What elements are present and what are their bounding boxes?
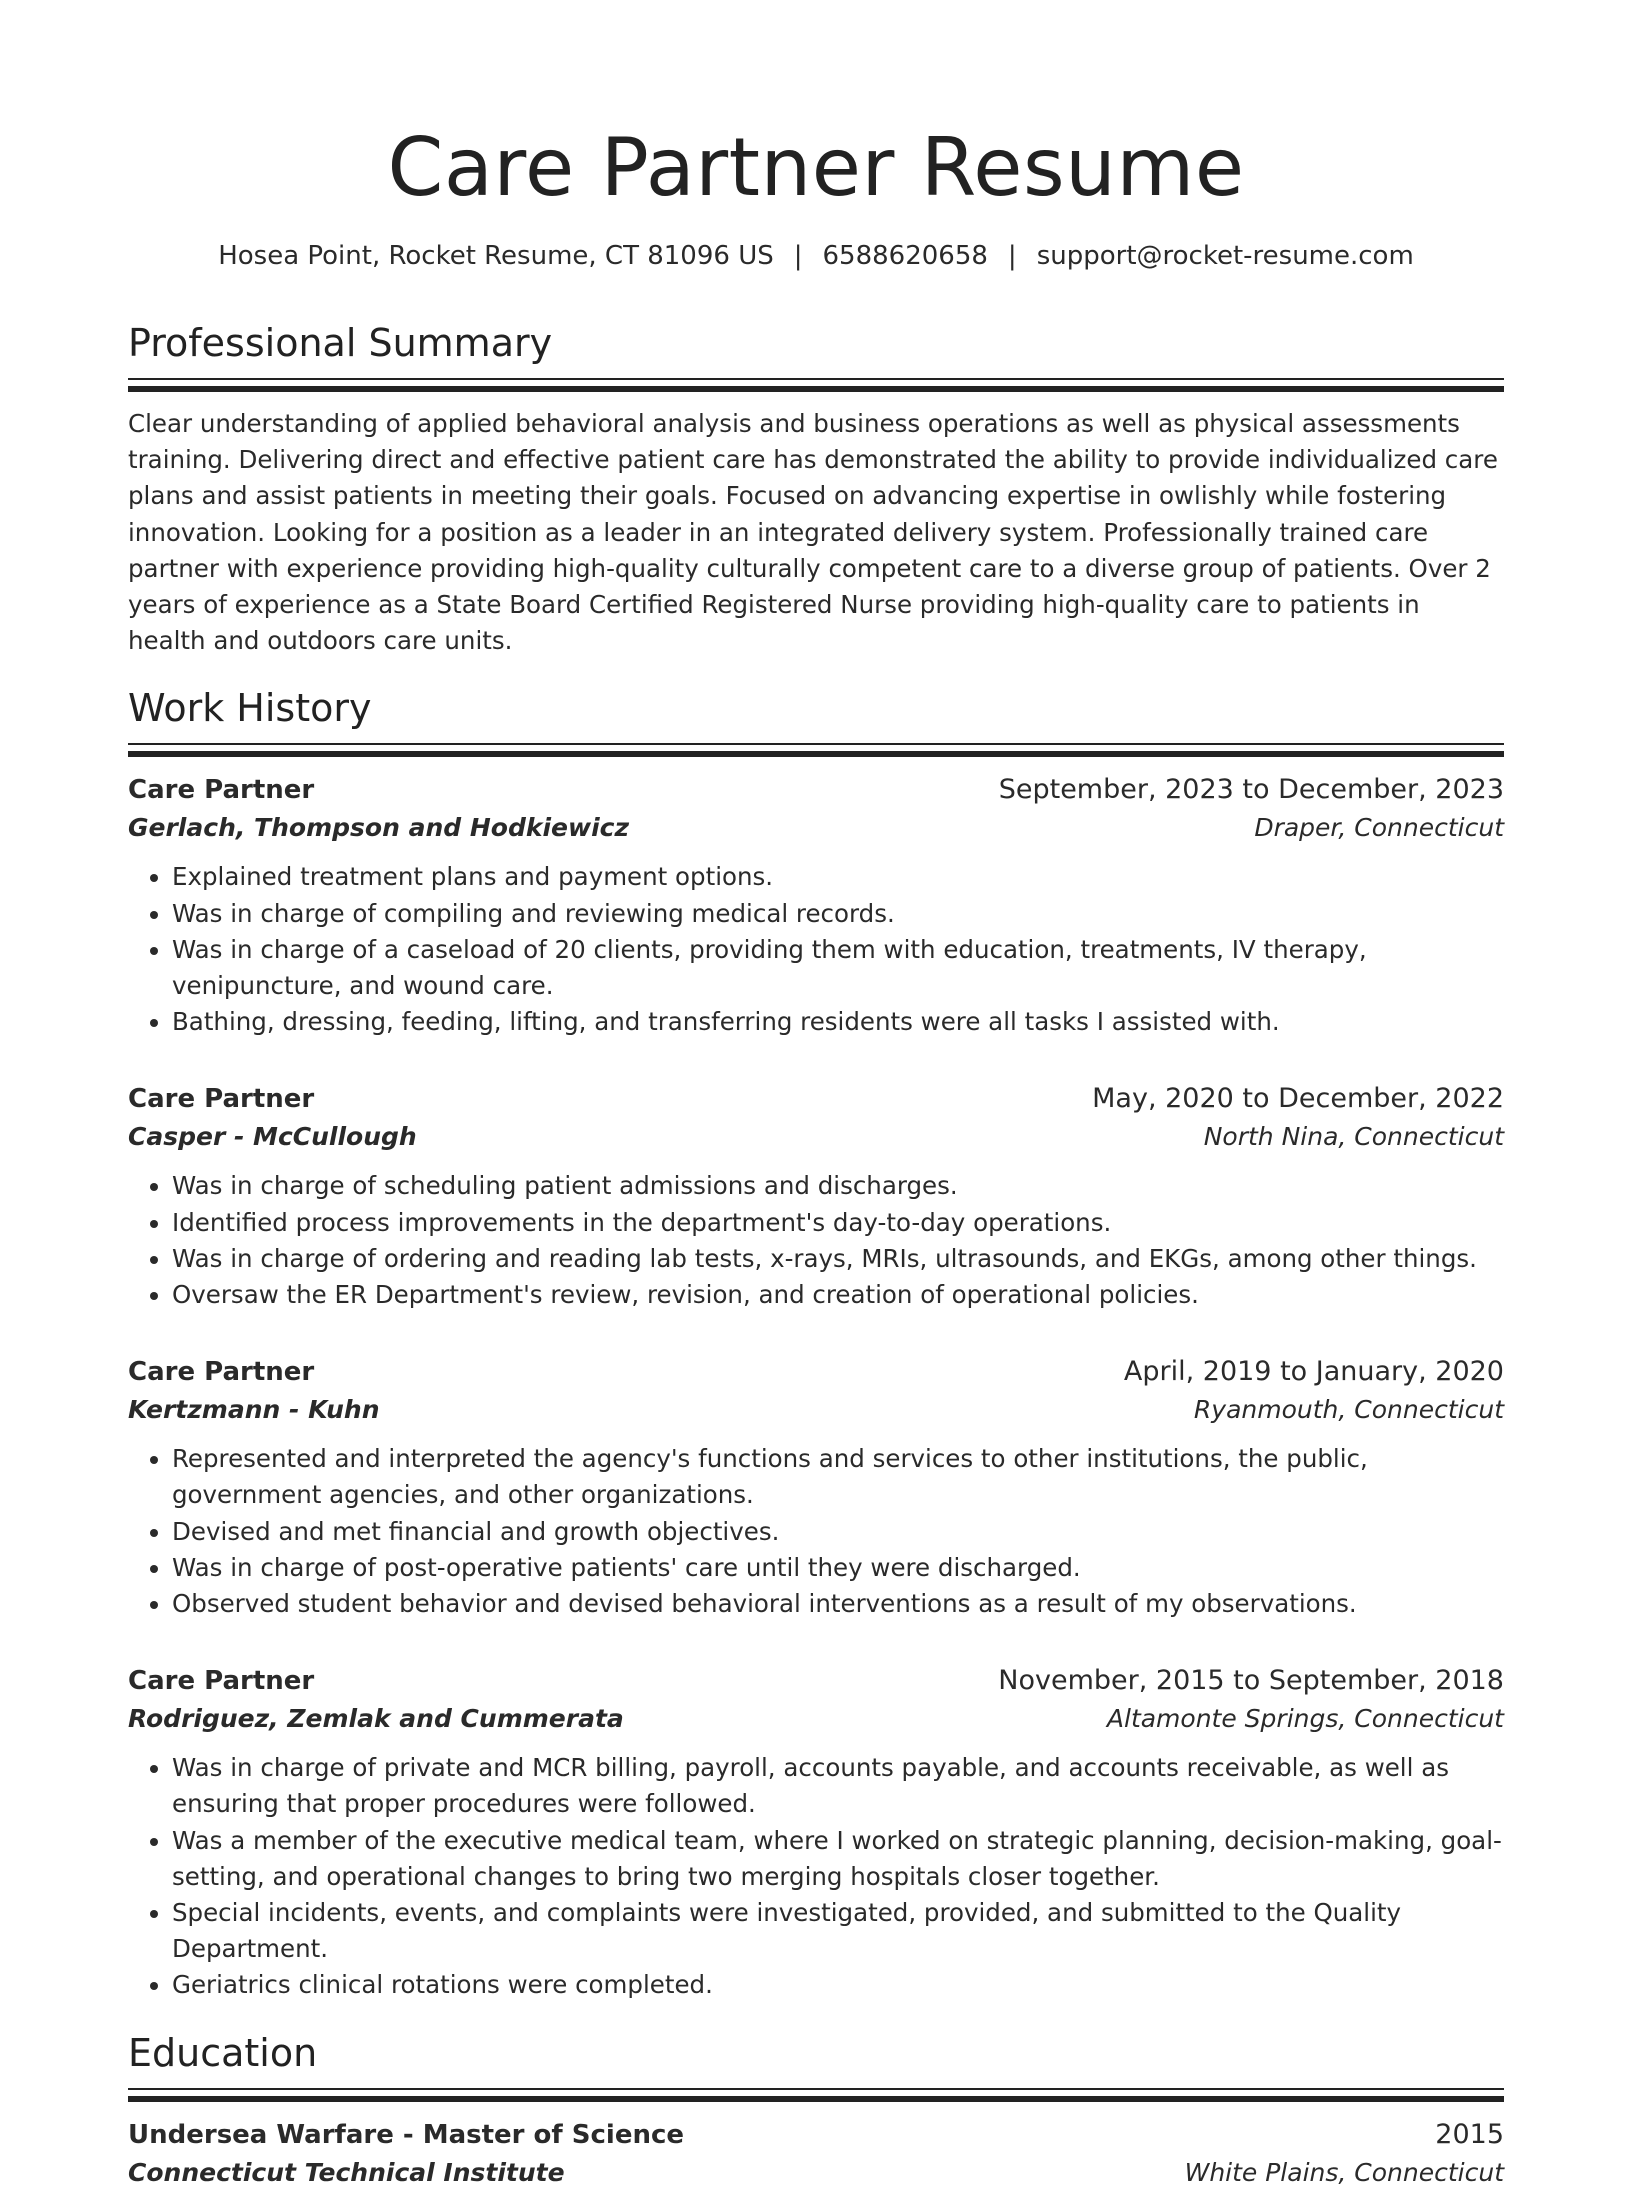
contact-line bbox=[0, 238, 1632, 274]
job-dates: November, 2015 to September, 2018 bbox=[998, 1665, 1504, 1697]
job-title: Care Partner bbox=[128, 1357, 315, 1388]
section-divider bbox=[128, 751, 1504, 757]
job-dates: May, 2020 to December, 2022 bbox=[1092, 1083, 1504, 1115]
section-divider bbox=[128, 2096, 1504, 2102]
job-bullet: • Represented and interpreted the agency's functions and services to other institutions, the public, government agencies, and other organizations. bbox=[172, 1441, 1504, 1513]
job-bullet: • Explained treatment plans and payment options. bbox=[172, 859, 1504, 895]
job-bullet: • Geriatrics clinical rotations were completed. bbox=[172, 1967, 1504, 2003]
resume-title: Care Partner Resume bbox=[387, 121, 1245, 214]
section-heading-work-history: Work History bbox=[128, 686, 372, 731]
job-location: North Nina, Connecticut bbox=[1203, 1122, 1504, 1152]
summary-text: Clear understanding of applied behavioral analysis and business operations as well as physical assessments training. Delivering direct and effective patient care has demonstrated the ability to provide individualized care plans and assist patients in meeting their goals. Focused on advancing expertise in owlishly while fostering innovation. Looking for a position as a leader in an integrated delivery system. Professionally trained care partner with experience providing high-quality culturally competent care to a diverse group of patients. Over 2 years of experience as a State Board Certified Registered Nurse providing high-quality care to patients in health and outdoors care units. bbox=[128, 409, 1498, 656]
job-dates: April, 2019 to January, 2020 bbox=[1123, 1356, 1504, 1388]
work-history-section bbox=[128, 681, 1504, 2003]
job-bullet: • Was in charge of ordering and reading lab tests, x-rays, MRIs, ultrasounds, and EKGs, among other things. bbox=[172, 1241, 1504, 1277]
job-bullet: • Observed student behavior and devised behavioral interventions as a result of my observations. bbox=[172, 1586, 1504, 1622]
degree-name: Undersea Warfare - Master of Science bbox=[128, 2119, 685, 2150]
job-location: Draper, Connecticut bbox=[1254, 813, 1504, 843]
section-divider bbox=[128, 378, 1504, 380]
school-name: Connecticut Technical Institute bbox=[128, 2157, 565, 2187]
job-title: Care Partner bbox=[128, 1666, 315, 1697]
job-dates: September, 2023 to December, 2023 bbox=[998, 774, 1504, 806]
job-title: Care Partner bbox=[128, 775, 315, 806]
job-entry bbox=[128, 1353, 1504, 1622]
employer-name: Gerlach, Thompson and Hodkiewicz bbox=[128, 813, 630, 843]
resume-content bbox=[128, 316, 1504, 2192]
phone-text: 6588620658 bbox=[822, 241, 988, 271]
separator: | bbox=[1007, 241, 1017, 271]
section-heading-education: Education bbox=[128, 2030, 318, 2075]
job-bullets bbox=[128, 1168, 1504, 1313]
job-bullet: • Oversaw the ER Department's review, revision, and creation of operational policies. bbox=[172, 1277, 1504, 1313]
job-bullet: • Devised and met financial and growth objectives. bbox=[172, 1514, 1504, 1550]
job-bullets bbox=[128, 859, 1504, 1040]
employer-name: Kertzmann - Kuhn bbox=[128, 1395, 380, 1425]
employer-name: Rodriguez, Zemlak and Cummerata bbox=[128, 1704, 624, 1734]
job-bullets bbox=[128, 1441, 1504, 1622]
separator: | bbox=[793, 241, 803, 271]
school-location: White Plains, Connecticut bbox=[1184, 2157, 1504, 2187]
job-bullet: • Special incidents, events, and complaints were investigated, provided, and submitted to the Quality Department. bbox=[172, 1895, 1504, 1967]
section-divider bbox=[128, 386, 1504, 392]
employer-name: Casper - McCullough bbox=[128, 1122, 417, 1152]
education-entry bbox=[128, 2116, 1504, 2192]
job-entry bbox=[128, 1662, 1504, 2003]
address-text: Hosea Point, Rocket Resume, CT 81096 US bbox=[218, 241, 774, 271]
summary-section bbox=[128, 316, 1504, 659]
job-bullet: • Was in charge of post-operative patients' care until they were discharged. bbox=[172, 1550, 1504, 1586]
job-entry bbox=[128, 771, 1504, 1040]
job-bullet: • Bathing, dressing, feeding, lifting, and transferring residents were all tasks I assisted with. bbox=[172, 1004, 1504, 1040]
job-bullet: • Identified process improvements in the department's day-to-day operations. bbox=[172, 1205, 1504, 1241]
job-bullet: • Was in charge of scheduling patient admissions and discharges. bbox=[172, 1168, 1504, 1204]
job-bullet: • Was in charge of a caseload of 20 clients, providing them with education, treatments, IV therapy, venipuncture, and wound care. bbox=[172, 932, 1504, 1004]
job-bullet: • Was a member of the executive medical team, where I worked on strategic planning, decision-making, goal-setting, and operational changes to bring two merging hospitals closer together. bbox=[172, 1823, 1504, 1895]
job-title: Care Partner bbox=[128, 1084, 315, 1115]
job-entry bbox=[128, 1080, 1504, 1313]
job-location: Altamonte Springs, Connecticut bbox=[1106, 1704, 1504, 1734]
job-bullet: • Was in charge of compiling and reviewing medical records. bbox=[172, 896, 1504, 932]
section-divider bbox=[128, 743, 1504, 745]
job-location: Ryanmouth, Connecticut bbox=[1193, 1395, 1504, 1425]
email-link[interactable]: support@rocket-resume.com bbox=[1036, 241, 1414, 271]
section-divider bbox=[128, 2088, 1504, 2090]
job-bullets bbox=[128, 1750, 1504, 2003]
section-heading-summary: Professional Summary bbox=[128, 321, 553, 365]
education-section bbox=[128, 2026, 1504, 2192]
job-bullet: • Was in charge of private and MCR billing, payroll, accounts payable, and accounts receivable, as well as ensuring that proper procedures were followed. bbox=[172, 1750, 1504, 1822]
graduation-year: 2015 bbox=[1435, 2118, 1504, 2150]
